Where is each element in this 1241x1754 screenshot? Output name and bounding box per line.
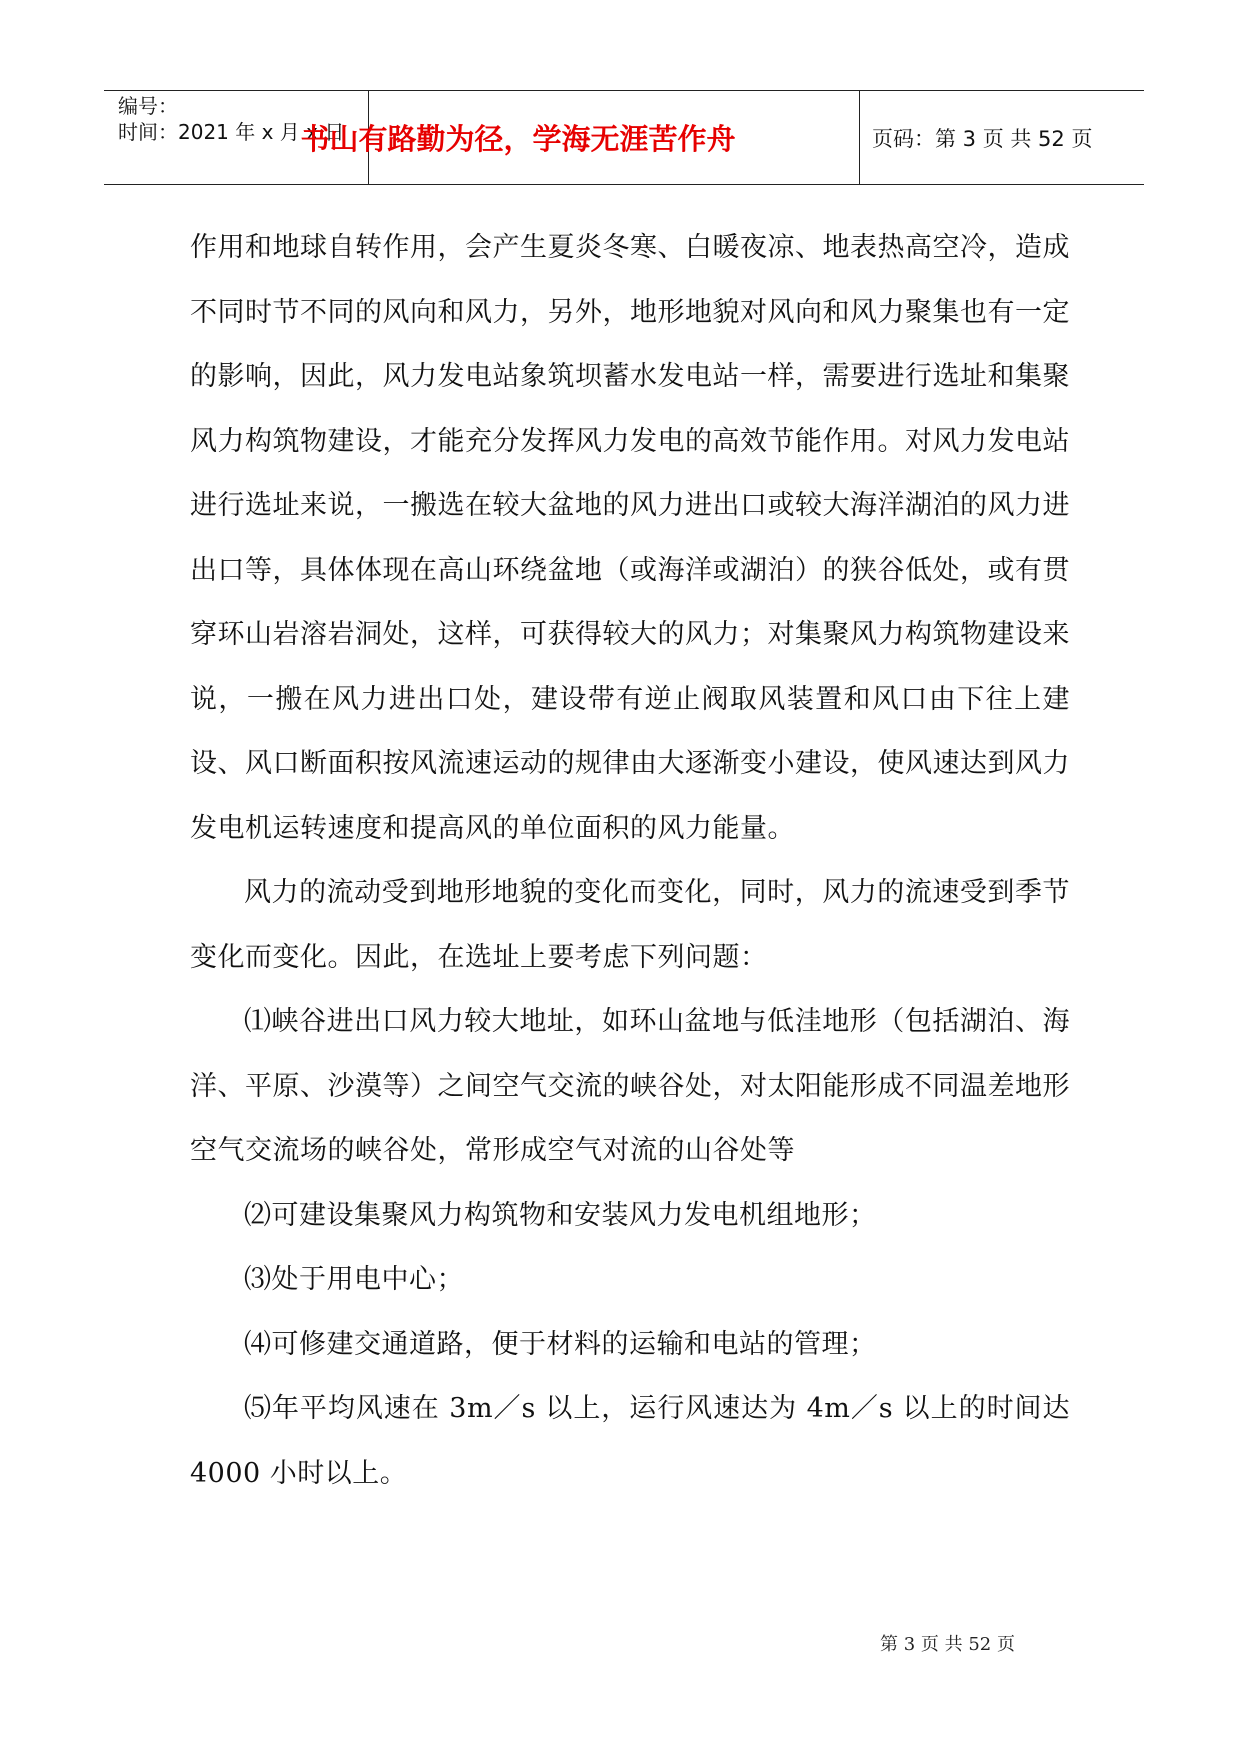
body-paragraph: 风力的流动受到地形地貌的变化而变化，同时，风力的流速受到季节变化而变化。因此，在选址上要考虑下列问题： [190, 877, 1070, 973]
date-label: 时间：2021 年 x 月 x 日 [118, 120, 345, 144]
list-item-2: ⑵可建设集聚风力构筑物和安装风力发电机组地形； [244, 1199, 877, 1231]
page-header [104, 90, 1144, 185]
header-motto: 书山有路勤为径，学海无涯苦作舟 [300, 122, 736, 156]
list-item-3: ⑶处于用电中心； [244, 1264, 464, 1295]
list-item-4: ⑷可修建交通道路，便于材料的运输和电站的管理； [244, 1328, 877, 1360]
body-paragraph: 作用和地球自转作用，会产生夏炎冬寒、白暖夜凉、地表热高空冷，造成不同时节不同的风向和风力，另外，地形地貌对风向和风力聚集也有一定的影响，因此，风力发电站象筑坝蓄水发电站一样，需要进行选址和集聚风力构筑物建设，才能充分发挥风力发电的高效节能作用。对风力发电站进行选址来说，一搬选在较大盆地的风力进出口或较大海洋湖泊的风力进出口等，具体体现在高山环绕盆地（或海洋或湖泊）的狭谷低处，或有贯穿环山岩溶岩洞处，这样，可获得较大的风力；对集聚风力构筑物建设来说，一搬在风力进出口处，建设带有逆止阀取风装置和风口由下往上建设、风口断面积按风流速运动的规律由大逐渐变小建设，使风速达到风力发电机运转速度和提高风的单位面积的风力能量。 [190, 232, 1070, 844]
list-item-1: ⑴峡谷进出口风力较大地址，如环山盆地与低洼地形（包括湖泊、海洋、平原、沙漠等）之间空气交流的峡谷处，对太阳能形成不同温差地形空气交流场的峡谷处，常形成空气对流的山谷处等 [190, 1006, 1070, 1166]
document-body [190, 216, 1070, 1506]
header-page-number: 页码：第 3 页 共 52 页 [872, 126, 1093, 151]
header-divider [859, 91, 860, 184]
page-footer: 第 3 页 共 52 页 [880, 1634, 1015, 1655]
serial-number-label: 编号： [118, 94, 178, 118]
list-item-5: ⑸年平均风速在 3m／s 以上，运行风速达为 4m／s 以上的时间达 4000 小时以上。 [190, 1393, 1070, 1489]
